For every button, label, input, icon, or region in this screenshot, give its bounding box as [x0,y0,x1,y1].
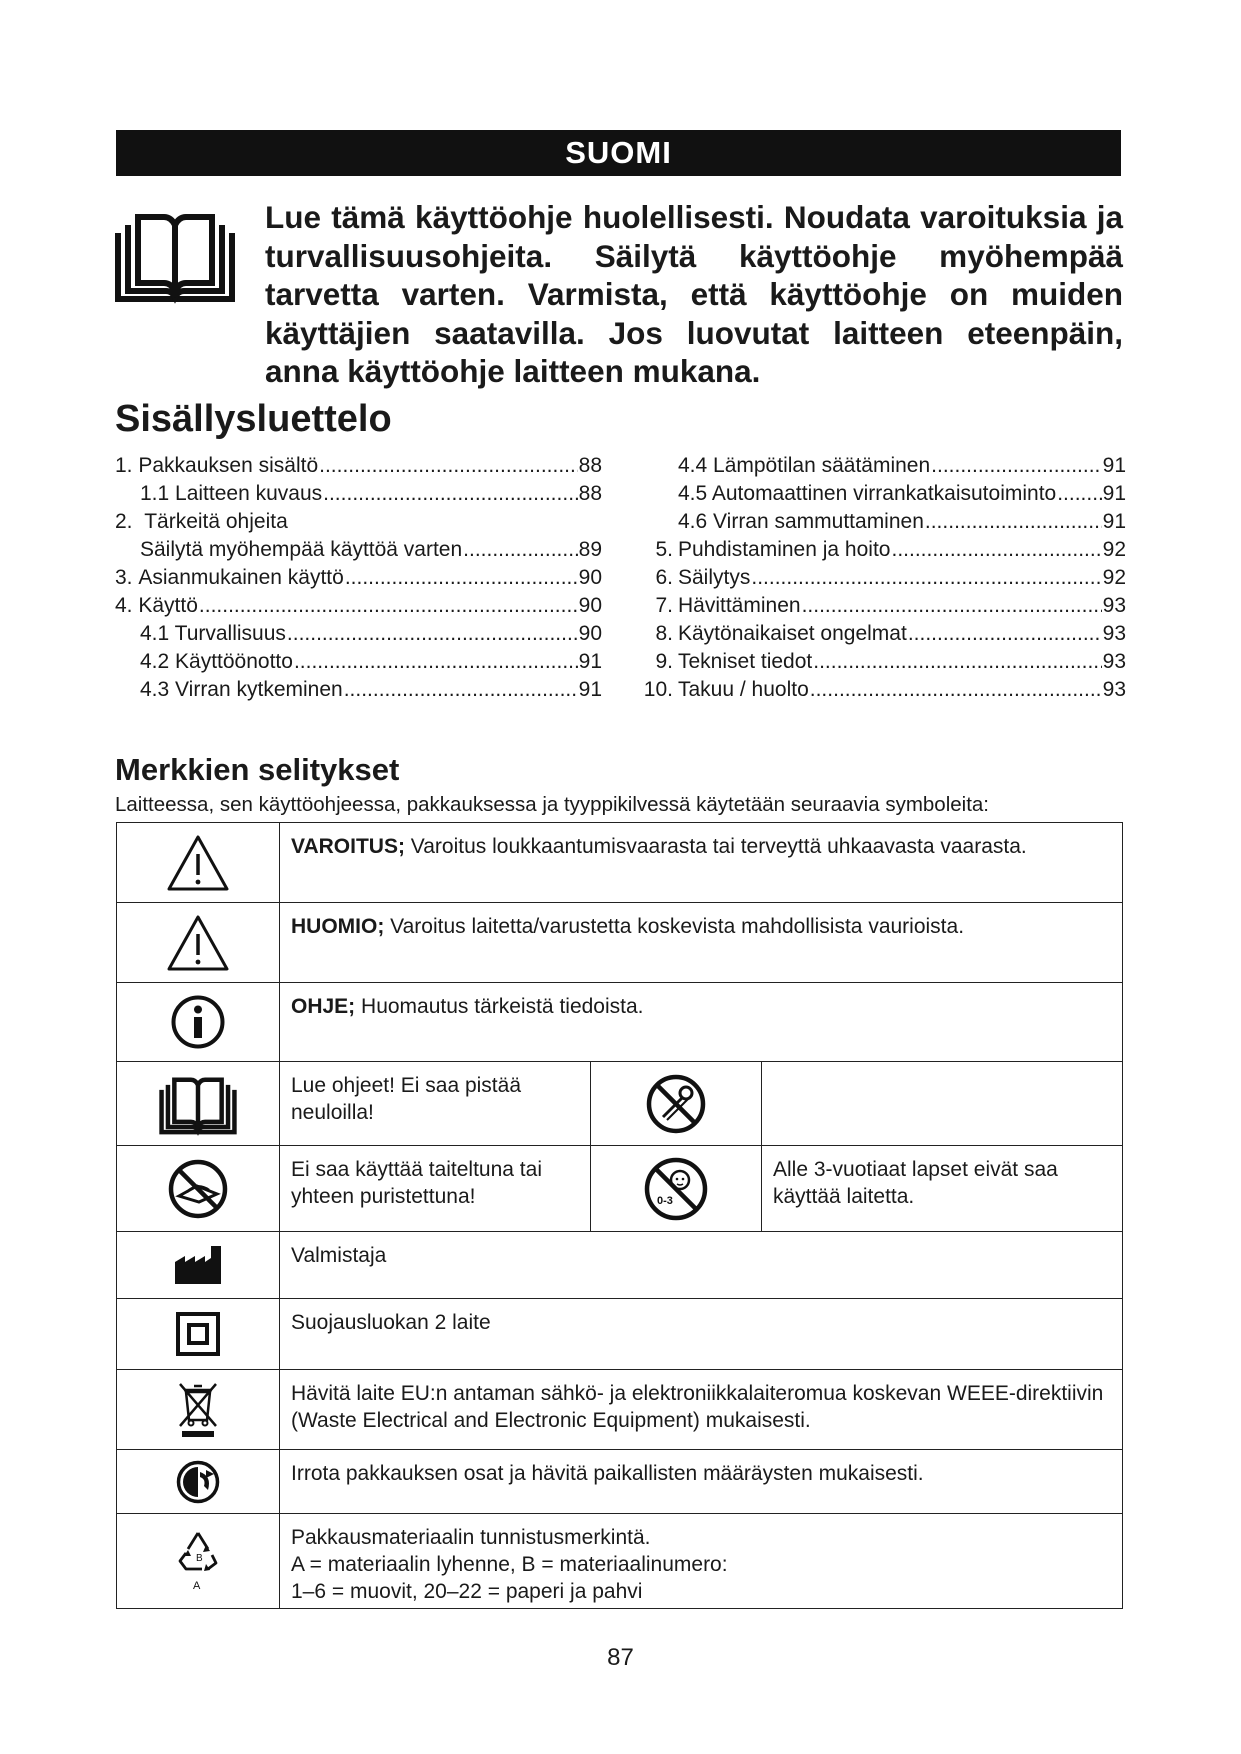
no-children-text: Alle 3-vuotiaat lapset eivät saa käyttää laitetta. [762,1146,1123,1232]
toc-left-column [115,452,602,704]
toc-entry[interactable]: 4.2 Käyttöönotto ..... 91 [115,648,602,676]
intro-text: Lue tämä käyttöohje huolellisesti. Noudata varoituksia ja turvallisuusohjeita. Säilytä käyttöohje myöhempää tarvetta varten. Varmista, että käyttöohje on muiden käyttäjien saatavilla. Jos luovutat laitteen eteenpäin, anna käyttöohje laitteen mukana. [265,199,1123,389]
svg-text:A: A [193,1580,201,1592]
toc-entry[interactable]: 2. Tärkeitä ohjeita [115,510,288,533]
recycling-line: A = materiaalin lyhenne, B = materiaalinumero: [291,1553,728,1576]
language-header: SUOMI [116,130,1121,176]
manual-book-icon [159,1072,237,1136]
toc-entry[interactable]: 1.1 Laitteen kuvaus ..... 88 [115,480,602,508]
manual-book-icon [114,205,236,305]
read-instructions-text: Lue ohjeet! Ei saa pistää neuloilla! [280,1062,591,1146]
warning-label: VAROITUS; [291,835,405,858]
toc-entry[interactable]: 8. Käytönaikaiset ongelmat ..... 93 [636,620,1126,648]
warning-triangle-icon [166,834,230,892]
factory-icon [173,1244,223,1286]
green-dot-icon [176,1460,220,1504]
recycling-triangle-icon [176,1529,220,1593]
symbols-title: Merkkien selitykset [115,752,400,787]
toc-right-column [636,452,1126,704]
symbol-row-warning [117,823,1123,903]
symbol-row-weee [117,1370,1123,1450]
caution-text: Varoitus laitetta/varustetta koskevista mahdollisista vaurioista. [384,915,965,938]
symbols-table [116,822,1123,1609]
symbol-row-green-dot [117,1450,1123,1514]
symbol-row-class2 [117,1299,1123,1370]
toc-entry[interactable]: 4.6 Virran sammuttaminen ..... 91 [636,508,1126,536]
weee-text: Hävitä laite EU:n antaman sähkö- ja elektroniikkalaiteromua koskevan WEEE-direktiivin (Waste Electrical and Electronic Equipment) mukaisesti. [280,1370,1123,1450]
caution-triangle-icon [166,914,230,972]
note-label: OHJE; [291,995,356,1018]
toc-entry[interactable]: 10. Takuu / huolto ..... 93 [636,676,1126,704]
symbol-row-recycling [117,1514,1123,1609]
svg-text:0-3: 0-3 [657,1194,673,1207]
manufacturer-text: Valmistaja [280,1232,1123,1299]
note-text: Huomautus tärkeistä tiedoista. [355,995,644,1018]
toc-entry[interactable]: 1. Pakkauksen sisältö ..... 88 [115,452,602,480]
no-folding-text: Ei saa käyttää taiteltuna tai yhteen puristettuna! [280,1146,591,1232]
no-pins-icon [645,1073,707,1135]
recycling-line: Pakkausmateriaalin tunnistusmerkintä. [291,1526,651,1549]
recycling-line: 1–6 = muovit, 20–22 = paperi ja pahvi [291,1580,643,1603]
caution-label: HUOMIO; [291,915,385,938]
class2-text: Suojausluokan 2 laite [280,1299,1123,1370]
no-children-0-3-icon [643,1156,709,1222]
symbol-row-manufacturer [117,1232,1123,1299]
symbol-row-read-instructions [117,1062,1123,1146]
toc-entry[interactable]: 4.1 Turvallisuus ..... 90 [115,620,602,648]
toc-entry[interactable]: 4.3 Virran kytkeminen ..... 91 [115,676,602,704]
no-folding-icon [167,1158,229,1220]
toc-entry[interactable]: 4.4 Lämpötilan säätäminen ..... 91 [636,452,1126,480]
toc-entry[interactable]: 5. Puhdistaminen ja hoito ..... 92 [636,536,1126,564]
symbol-row-caution [117,903,1123,983]
toc-entry[interactable]: 9. Tekniset tiedot ..... 93 [636,648,1126,676]
double-square-icon [175,1311,221,1357]
toc-entry[interactable]: 4.5 Automaattinen virrankatkaisutoiminto ..... 91 [636,480,1126,508]
green-dot-text: Irrota pakkauksen osat ja hävitä paikallisten määräysten mukaisesti. [280,1450,1123,1514]
crossed-bin-icon [176,1380,220,1440]
symbols-intro: Laitteessa, sen käyttöohjeessa, pakkauksessa ja tyyppikilvessä käytetään seuraavia symboleita: [115,793,990,816]
svg-text:B: B [196,1553,203,1564]
page-number: 87 [607,1644,634,1671]
info-icon [170,994,226,1050]
toc-entry[interactable]: 4. Käyttö ..... 90 [115,592,602,620]
toc-entry[interactable]: 3. Asianmukainen käyttö ..... 90 [115,564,602,592]
symbol-row-no-folding [117,1146,1123,1232]
symbol-row-note [117,983,1123,1062]
warning-text: Varoitus loukkaantumisvaarasta tai terveyttä uhkaavasta vaarasta. [404,835,1027,858]
toc-title: Sisällysluettelo [115,398,392,440]
toc-entry[interactable]: Säilytä myöhempää käyttöä varten ..... 89 [115,536,602,564]
toc-entry[interactable]: 6. Säilytys ..... 92 [636,564,1126,592]
toc-entry[interactable]: 7. Hävittäminen ..... 93 [636,592,1126,620]
